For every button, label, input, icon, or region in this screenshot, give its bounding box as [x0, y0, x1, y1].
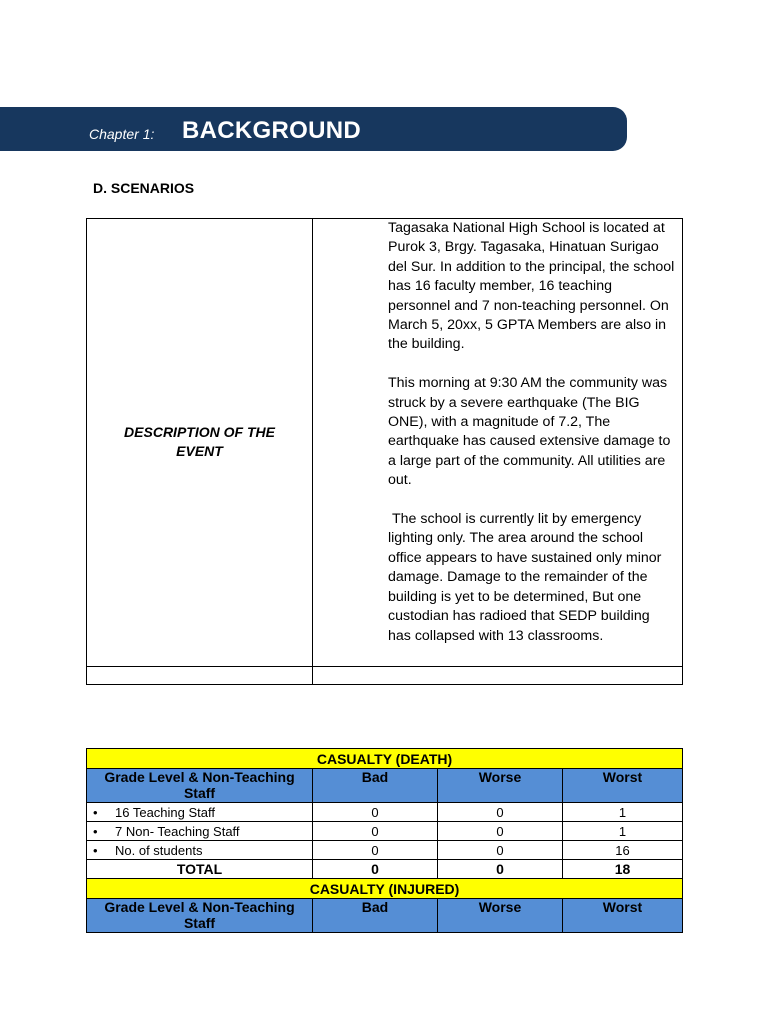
injured-section-row	[87, 879, 683, 899]
scenario-row	[87, 219, 683, 667]
row-label: • No. of students	[87, 841, 313, 860]
table-row	[87, 803, 683, 822]
worse-cell: 0	[438, 822, 563, 841]
column-header-worst: Worst	[563, 899, 683, 933]
row-label: • 16 Teaching Staff	[87, 803, 313, 822]
table-row	[87, 841, 683, 860]
death-section-title: CASUALTY (DEATH)	[87, 749, 683, 769]
column-header-worse: Worse	[438, 769, 563, 803]
column-header-worst: Worst	[563, 769, 683, 803]
empty-cell	[87, 666, 313, 684]
column-header-grade-level: Grade Level & Non-Teaching Staff	[87, 899, 313, 933]
chapter-title: BACKGROUND	[182, 117, 361, 144]
worse-cell: 0	[438, 803, 563, 822]
bad-cell: 0	[313, 803, 438, 822]
worst-cell: 16	[563, 841, 683, 860]
column-header-worse: Worse	[438, 899, 563, 933]
description-label: DESCRIPTION OF THE EVENT	[87, 219, 313, 667]
bullet-icon: •	[93, 804, 98, 820]
table-row	[87, 822, 683, 841]
section-heading: D. SCENARIOS	[93, 180, 195, 196]
description-text	[313, 219, 683, 667]
chapter-label: Chapter 1:	[89, 126, 155, 142]
worst-cell: 1	[563, 822, 683, 841]
injured-header-row	[87, 899, 683, 933]
row-label: • 7 Non- Teaching Staff	[87, 822, 313, 841]
description-paragraph: Tagasaka National High School is located at Purok 3, Brgy. Tagasaka, Hinatuan Surigao del Sur. In addition to the principal, the school has 16 faculty member, 16 teaching personnel and 7 non-teaching personnel. On March 5, 20xx, 5 GPTA Members are also in the building.	[388, 220, 675, 353]
bad-cell: 0	[313, 841, 438, 860]
worst-cell: 1	[563, 803, 683, 822]
scenario-table	[86, 218, 683, 685]
death-header-row	[87, 769, 683, 803]
column-header-bad: Bad	[313, 899, 438, 933]
bad-cell: 0	[313, 822, 438, 841]
column-header-grade-level: Grade Level & Non-Teaching Staff	[87, 769, 313, 803]
total-label: TOTAL	[87, 860, 313, 879]
description-paragraph: This morning at 9:30 AM the community was struck by a severe earthquake (The BIG ONE), with a magnitude of 7.2, The earthquake has caused extensive damage to a large part of the community. All utilities are out.	[388, 375, 671, 489]
bullet-icon: •	[93, 842, 98, 858]
bullet-icon: •	[93, 823, 98, 839]
empty-row	[87, 666, 683, 684]
worse-cell: 0	[438, 841, 563, 860]
death-section-row	[87, 749, 683, 769]
column-header-bad: Bad	[313, 769, 438, 803]
injured-section-title: CASUALTY (INJURED)	[87, 879, 683, 899]
empty-cell	[313, 666, 683, 684]
total-worse: 0	[438, 860, 563, 879]
total-bad: 0	[313, 860, 438, 879]
description-paragraph: The school is currently lit by emergency lighting only. The area around the school office appears to have sustained only minor damage. Damage to the remainder of the building is yet to be determined, But one custodian has radioed that SEDP building has collapsed with 13 classrooms.	[388, 511, 662, 644]
casualty-table	[86, 748, 683, 933]
total-worst: 18	[563, 860, 683, 879]
total-row	[87, 860, 683, 879]
